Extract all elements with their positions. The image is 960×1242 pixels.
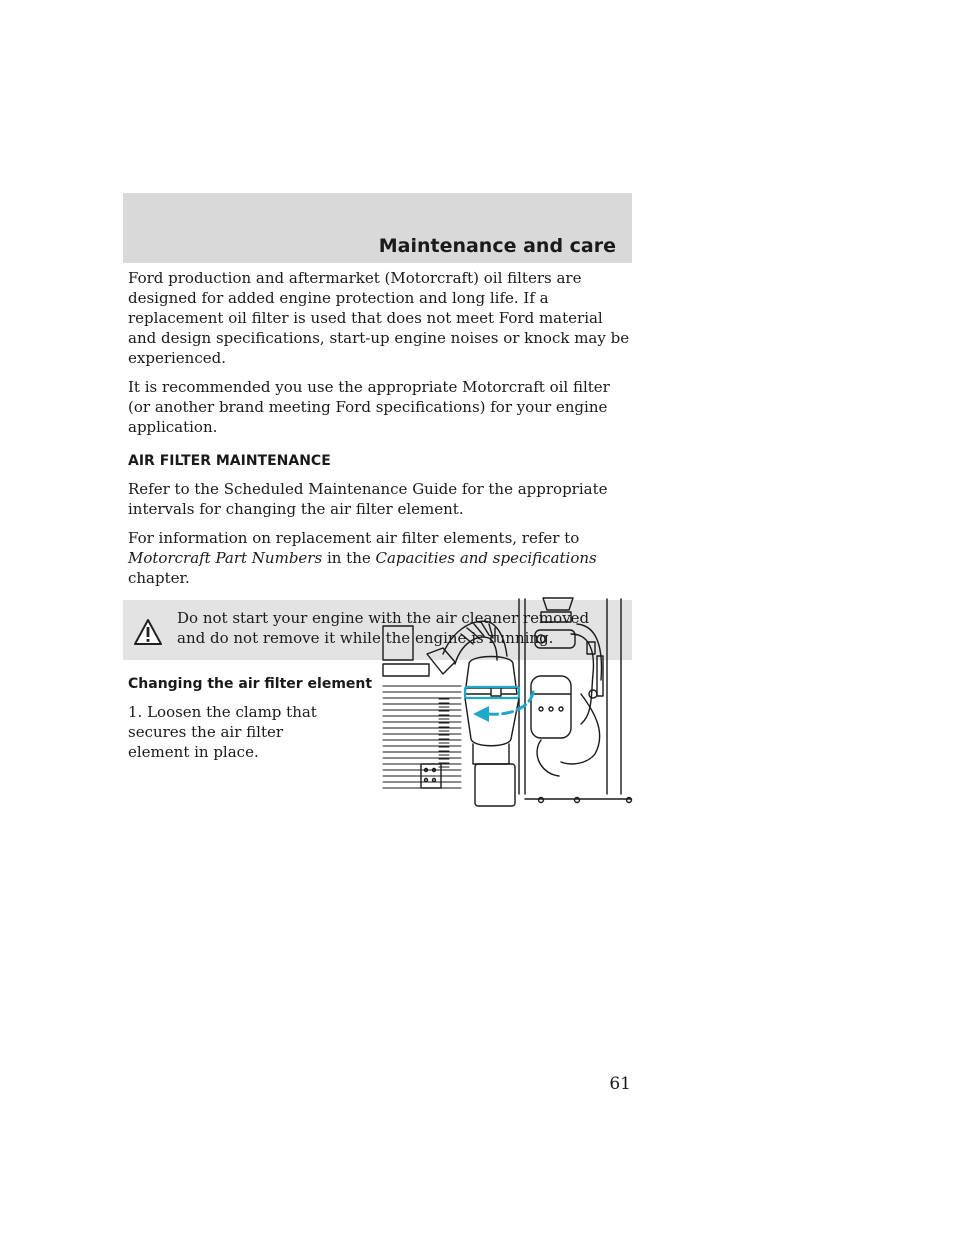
maintenance-guide-paragraph: Refer to the Scheduled Maintenance Guide for the appropriate intervals for changing the air filter element. <box>128 480 608 518</box>
oil-filter-paragraph: Ford production and aftermarket (Motorcraft) oil filters are designed for added engine protection and long life. If a replacement oil filter is used that does not meet Ford material and design specifications, start-up engine noises or knock may be experienced. <box>128 269 630 367</box>
warning-text: Do not start your engine with the air cleaner removed and do not remove it while the engine is running. <box>177 609 590 647</box>
part-numbers-suffix: chapter. <box>128 569 190 587</box>
section-heading: AIR FILTER MAINTENANCE <box>128 453 331 469</box>
motorcraft-recommendation-paragraph: It is recommended you use the appropriate Motorcraft oil filter (or another brand meeting Ford specifications) for your engine application. <box>128 378 610 436</box>
chapter-title: Maintenance and care <box>378 235 616 257</box>
page-number: 61 <box>609 1074 631 1094</box>
header-band <box>123 193 632 263</box>
motorcraft-part-numbers-ref: Motorcraft Part Numbers <box>128 549 323 567</box>
part-numbers-prefix: For information on replacement air filter elements, refer to <box>128 529 580 547</box>
subsection-heading: Changing the air filter element <box>128 676 373 692</box>
capacities-specs-ref: Capacities and specifications <box>375 549 597 567</box>
warning-triangle-icon <box>133 618 163 646</box>
air-filter-illustration <box>381 594 636 809</box>
step-1-text: 1. Loosen the clamp that secures the air filter element in place. <box>128 703 317 761</box>
part-numbers-mid: in the <box>322 549 376 567</box>
part-numbers-paragraph <box>128 528 632 588</box>
